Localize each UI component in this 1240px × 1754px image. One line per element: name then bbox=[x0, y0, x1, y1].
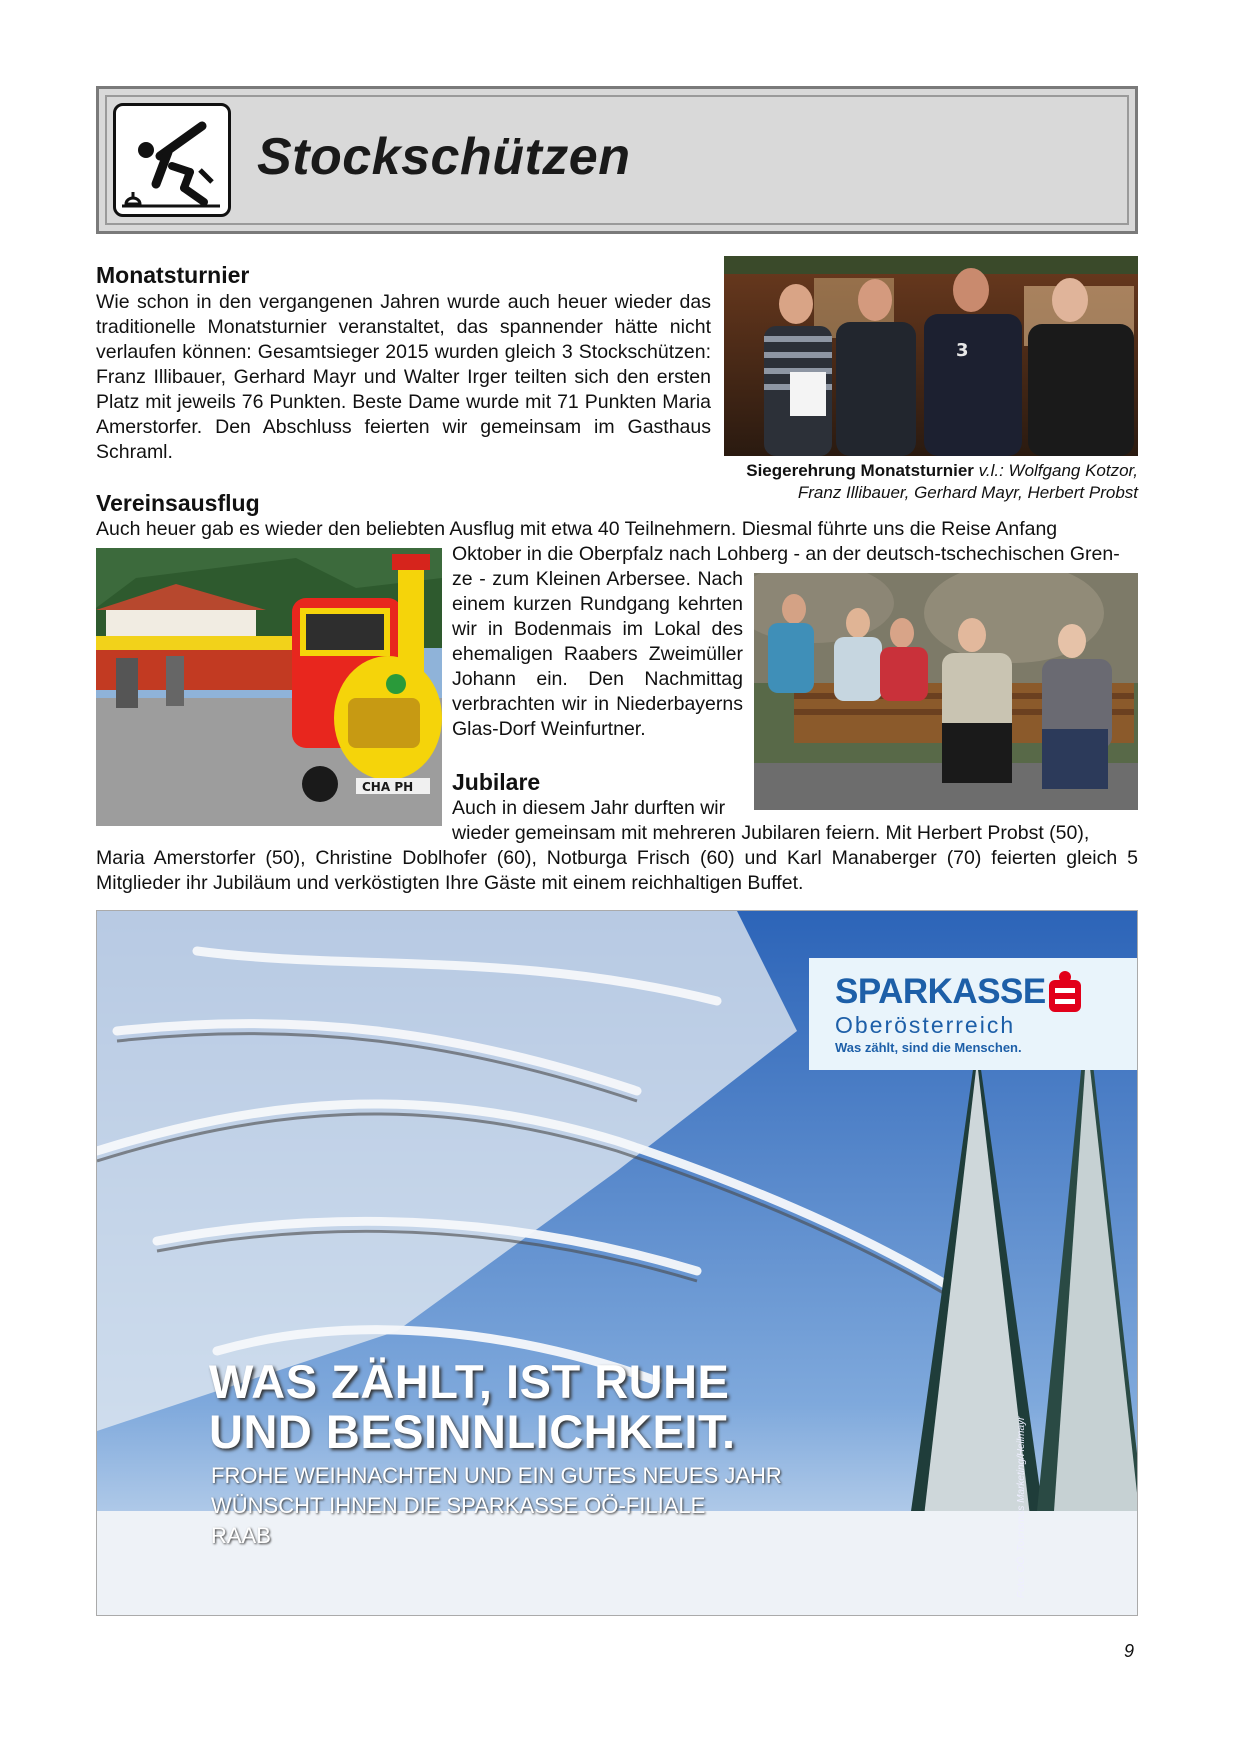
sparkasse-logo-box bbox=[809, 958, 1138, 1070]
bench-photo bbox=[754, 573, 1138, 810]
sparkasse-advertisement bbox=[96, 910, 1138, 1616]
vereinsausflug-line1: Auch heuer gab es wieder den beliebten Ausflug mit etwa 40 Teilnehmern. Diesmal führte uns die Reise Anfang bbox=[96, 518, 1058, 540]
sparkasse-brand: SPARKASSE bbox=[835, 972, 1046, 1011]
monatsturnier-photo bbox=[724, 256, 1138, 456]
vereinsausflug-heading: Vereinsausflug bbox=[96, 490, 260, 516]
sparkasse-region: Oberösterreich bbox=[835, 1012, 1016, 1038]
ad-headline-2: UND BESINNLICHKEIT. bbox=[209, 1405, 736, 1458]
ad-subline-2: WÜNSCHT IHNEN DIE SPARKASSE OÖ-FILIALE bbox=[211, 1493, 706, 1518]
ad-subline-1: FROHE WEIHNACHTEN UND EIN GUTES NEUES JAHR bbox=[211, 1463, 782, 1488]
jubilare-heading: Jubilare bbox=[452, 769, 541, 795]
stockschuetzen-pictogram-icon bbox=[113, 103, 231, 217]
monatsturnier-text: Wie schon in den vergangenen Jahren wurde auch heuer wieder das traditionelle Monatsturnier veranstaltet, das spannender hätte nicht verlaufen können: Gesamtsieger 2015 wurden gleich 3 Stockschützen: Franz Illibauer, Gerhard Mayr und Walter Irger teilten sich den ersten Platz mit jeweils 76 Punkten. Beste Dame wurde mit 71 Punkten Maria Amerstorfer. Den Abschluss feierten wir gemeinsam im Gasthaus Schraml. bbox=[96, 291, 711, 463]
caption-italic-2: Franz Illibauer, Gerhard Mayr, Herbert Probst bbox=[797, 483, 1138, 502]
train-license-plate: CHA PH bbox=[362, 780, 414, 794]
jubilare-line3: Maria Amerstorfer (50), Christine Doblhofer (60), Notburga Frisch (60) und Karl Manaberger (70) feierten gleich 5 Mitglieder ihr Jubiläum und verköstigten Ihre Gäste mit einem reichhaltigen Buffet. bbox=[96, 847, 1138, 894]
section-header bbox=[96, 86, 1138, 234]
caption-italic-1: v.l.: Wolfgang Kotzor, bbox=[978, 461, 1138, 480]
jubilare-line2: wieder gemeinsam mit mehreren Jubilaren feiern. Mit Herbert Probst (50), bbox=[452, 822, 1090, 844]
jubilare-line1: Auch in diesem Jahr durften wir bbox=[452, 797, 726, 819]
train-photo bbox=[96, 548, 442, 826]
page-title: Stockschützen bbox=[257, 128, 631, 186]
page-number: 9 bbox=[1124, 1641, 1135, 1661]
shirt-number: 3 bbox=[956, 340, 969, 361]
sparkasse-s-logo-icon bbox=[1047, 970, 1083, 1014]
vereinsausflug-line3: ze - zum Kleinen Arbersee. Nach einem kurzen Rundgang kehrten wir in Bodenmais im Lokal des ehemaligen Raabers Zweimüller Johann ein. Den Nachmittag verbrachten wir in Niederbayerns Glas-Dorf Weinfurtner. bbox=[452, 568, 743, 740]
monatsturnier-caption bbox=[700, 460, 1138, 504]
vereinsausflug-line2: Oktober in die Oberpfalz nach Lohberg - an der deutsch-tschechischen Gren- bbox=[452, 543, 1120, 565]
ad-headline-1: WAS ZÄHLT, IST RUHE bbox=[209, 1355, 730, 1408]
monatsturnier-heading: Monatsturnier bbox=[96, 262, 250, 288]
photo-credit: Foto: OÖ. Tourismus Marketing/Heilmayr bbox=[1016, 1416, 1027, 1598]
caption-bold: Siegerehrung Monatsturnier bbox=[746, 461, 974, 480]
sparkasse-slogan: Was zählt, sind die Menschen. bbox=[835, 1040, 1022, 1055]
ad-subline-3: RAAB bbox=[211, 1523, 271, 1548]
